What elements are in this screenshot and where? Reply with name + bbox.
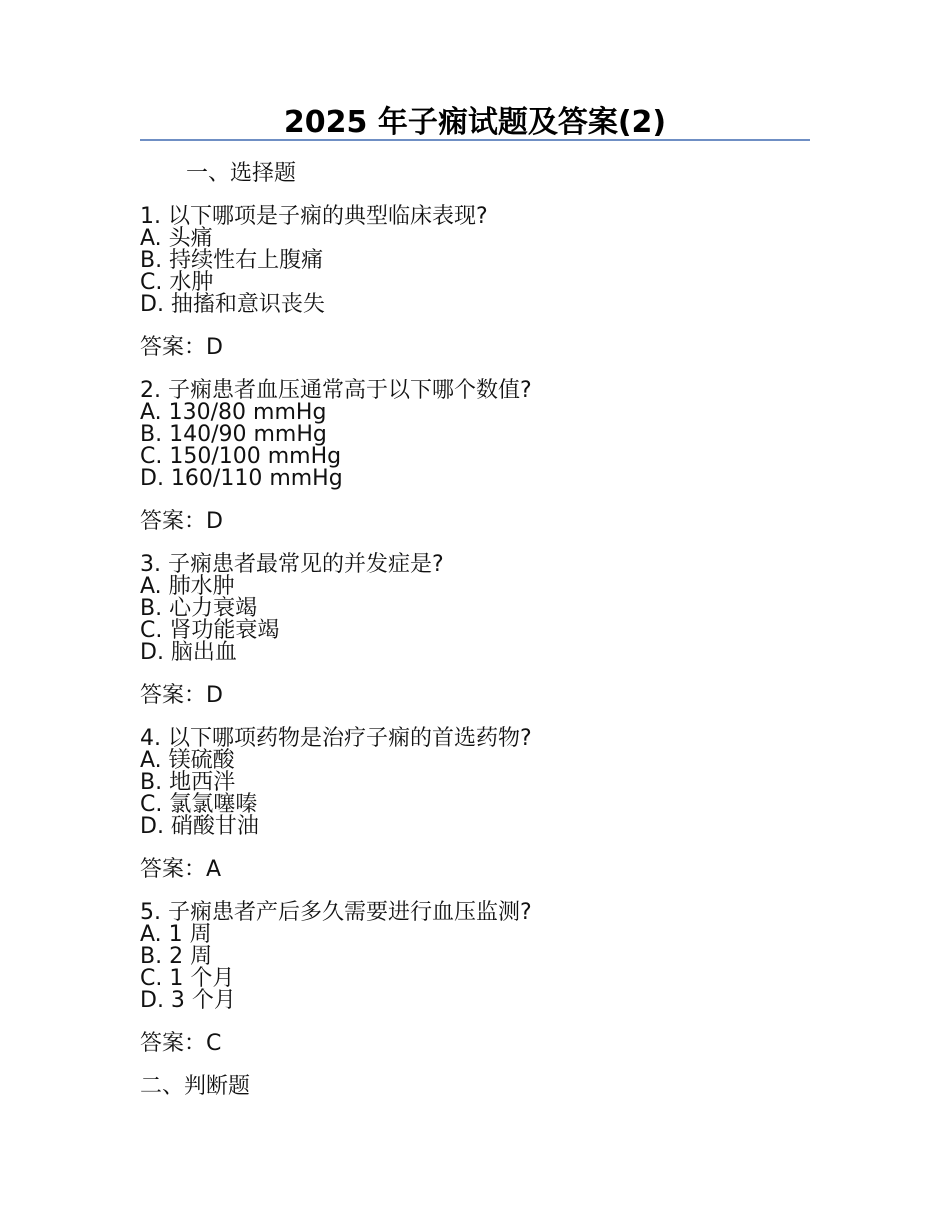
option-b: B. 140/90 mmHg xyxy=(140,422,327,447)
option-b: B. 2 周 xyxy=(140,944,213,969)
option-a: A. 130/80 mmHg xyxy=(140,400,327,425)
question-stem: 2. 子痫患者血压通常高于以下哪个数值? xyxy=(140,378,532,403)
answer-text: 答案：D xyxy=(140,683,223,708)
option-a: A. 1 周 xyxy=(140,922,212,947)
document-title: 2025 年子痫试题及答案(2) xyxy=(283,105,667,140)
question-block-5 xyxy=(140,902,820,1058)
option-d: D. 抽搐和意识丧失 xyxy=(140,292,325,317)
answer-text: 答案：A xyxy=(140,857,222,882)
option-b: B. 地西泮 xyxy=(140,770,236,795)
answer-text: 答案：D xyxy=(140,509,223,534)
option-b: B. 持续性右上腹痛 xyxy=(140,248,324,273)
option-a: A. 肺水肿 xyxy=(140,574,235,599)
question-block-3 xyxy=(140,554,820,710)
question-block-2 xyxy=(140,380,820,536)
option-c: C. 肾功能衰竭 xyxy=(140,618,280,643)
option-a: A. 镁硫酸 xyxy=(140,748,235,773)
option-c: C. 氯氯噻嗪 xyxy=(140,792,258,817)
option-d: D. 3 个月 xyxy=(140,988,236,1013)
question-stem: 4. 以下哪项药物是治疗子痫的首选药物? xyxy=(140,726,532,751)
section-heading-judgment: 二、判断题 xyxy=(140,1074,251,1099)
option-d: D. 硝酸甘油 xyxy=(140,814,259,839)
question-block-1 xyxy=(140,206,820,362)
question-block-4 xyxy=(140,728,820,884)
option-c: C. 水肿 xyxy=(140,270,214,295)
answer-text: 答案：D xyxy=(140,335,223,360)
question-stem: 5. 子痫患者产后多久需要进行血压监测? xyxy=(140,900,532,925)
answer-text: 答案：C xyxy=(140,1031,222,1056)
question-stem: 3. 子痫患者最常见的并发症是? xyxy=(140,552,444,577)
option-c: C. 150/100 mmHg xyxy=(140,444,342,469)
section-heading-choice: 一、选择题 xyxy=(186,161,297,186)
question-stem: 1. 以下哪项是子痫的典型临床表现? xyxy=(140,204,488,229)
option-d: D. 160/110 mmHg xyxy=(140,466,343,491)
option-a: A. 头痛 xyxy=(140,226,213,251)
option-b: B. 心力衰竭 xyxy=(140,596,258,621)
option-c: C. 1 个月 xyxy=(140,966,235,991)
option-d: D. 脑出血 xyxy=(140,640,237,665)
title-underline xyxy=(140,139,810,141)
